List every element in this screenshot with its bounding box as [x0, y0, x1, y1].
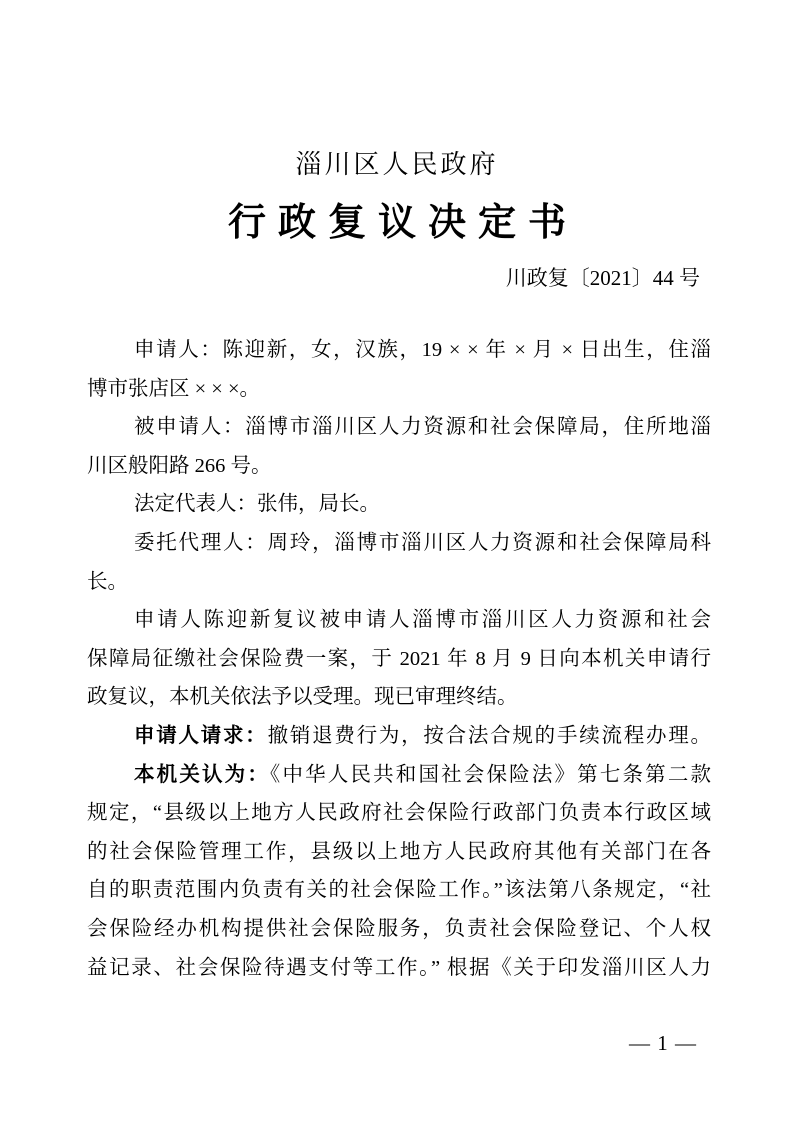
text-run: 法定代表人：张伟，局长。 [134, 493, 380, 516]
body-line [87, 331, 711, 370]
doc-title: 行政复议决定书 [227, 202, 578, 244]
body-line [87, 833, 711, 872]
text-run: 政复议，本机关依法予以受理。现已审理终结。 [87, 686, 518, 709]
text-run: 川区般阳路 266 号。 [87, 454, 272, 477]
body-line [87, 601, 711, 640]
page-number: — 1 — [629, 1031, 697, 1055]
body-line [87, 949, 711, 988]
bold-label: 申请人请求： [134, 723, 268, 747]
body-line [87, 563, 711, 602]
body-line [87, 871, 711, 910]
bold-label: 本机关认为： [134, 762, 271, 786]
text-run: 被申请人：淄博市淄川区人力资源和社会保障局，住所地淄 [134, 416, 711, 439]
body-line [87, 524, 711, 563]
body-line [87, 794, 711, 833]
text-run: 申请人：陈迎新，女，汉族，19 × × 年 × 月 × 日出生，住淄 [134, 339, 711, 361]
text-run: 的社会保险管理工作，县级以上地方人民政府其他有关部门在各 [87, 840, 711, 863]
text-run: 自的职责范围内负责有关的社会保险工作。”该法第八条规定，“社 [87, 879, 711, 902]
text-run: 博市张店区 × × ×。 [87, 377, 261, 400]
body-line [87, 370, 711, 409]
body-line [87, 485, 711, 524]
text-run: 规定，“县级以上地方人民政府社会保险行政部门负责本行政区域 [87, 802, 711, 825]
text-run: 保障局征缴社会保险费一案，于 2021 年 8 月 9 日向本机关申请行 [87, 647, 711, 670]
body-line [87, 756, 711, 795]
text-run: 长。 [87, 570, 128, 593]
text-run: 撤销退费行为，按合法合规的手续流程办理。 [267, 724, 712, 747]
body-line [87, 678, 711, 717]
body-line [87, 447, 711, 486]
text-run: 益记录、社会保险待遇支付等工作。” 根据《关于印发淄川区人力 [87, 956, 711, 979]
body-line [87, 640, 711, 679]
body-line [87, 717, 711, 756]
text-run: 申请人陈迎新复议被申请人淄博市淄川区人力资源和社会 [134, 609, 711, 632]
text-run: 会保险经办机构提供社会保险服务，负责社会保险登记、个人权 [87, 917, 711, 940]
body-line [87, 910, 711, 949]
document-body [87, 331, 711, 987]
text-run: 《中华人民共和国社会保险法》第七条第二款 [270, 763, 712, 786]
doc-number: 川政复〔2021〕44 号 [505, 266, 700, 290]
text-run: 委托代理人：周玲，淄博市淄川区人力资源和社会保障局科 [134, 531, 711, 554]
body-line [87, 408, 711, 447]
org-title: 淄川区人民政府 [295, 150, 499, 179]
